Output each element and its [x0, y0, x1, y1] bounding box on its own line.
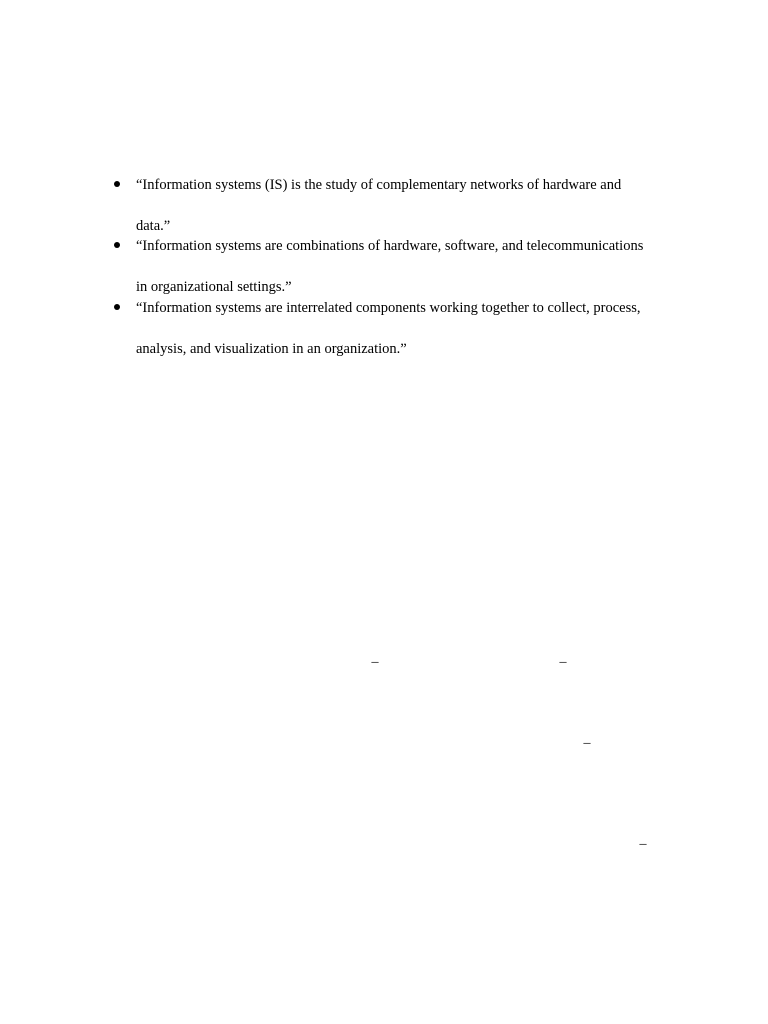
bullet-icon [114, 242, 120, 248]
bullet-icon [114, 304, 120, 310]
list-item-text-line: in organizational settings.” [136, 279, 292, 295]
underscore-mark: _ [559, 650, 567, 665]
list-item-text-line: data.” [136, 218, 171, 234]
underscore-mark: _ [583, 731, 591, 746]
list-item-text-line: analysis, and visualization in an organization.” [136, 341, 407, 357]
list-item-text-line: “Information systems (IS) is the study of complementary networks of hardware and [136, 177, 622, 193]
list-item-text-line: “Information systems are combinations of hardware, software, and telecommunications [136, 238, 644, 254]
bullet-icon [114, 181, 120, 187]
list-item-text-line: “Information systems are interrelated components working together to collect, process, [136, 300, 641, 316]
underscore-mark: _ [371, 650, 379, 665]
underscore-mark: _ [639, 832, 647, 847]
